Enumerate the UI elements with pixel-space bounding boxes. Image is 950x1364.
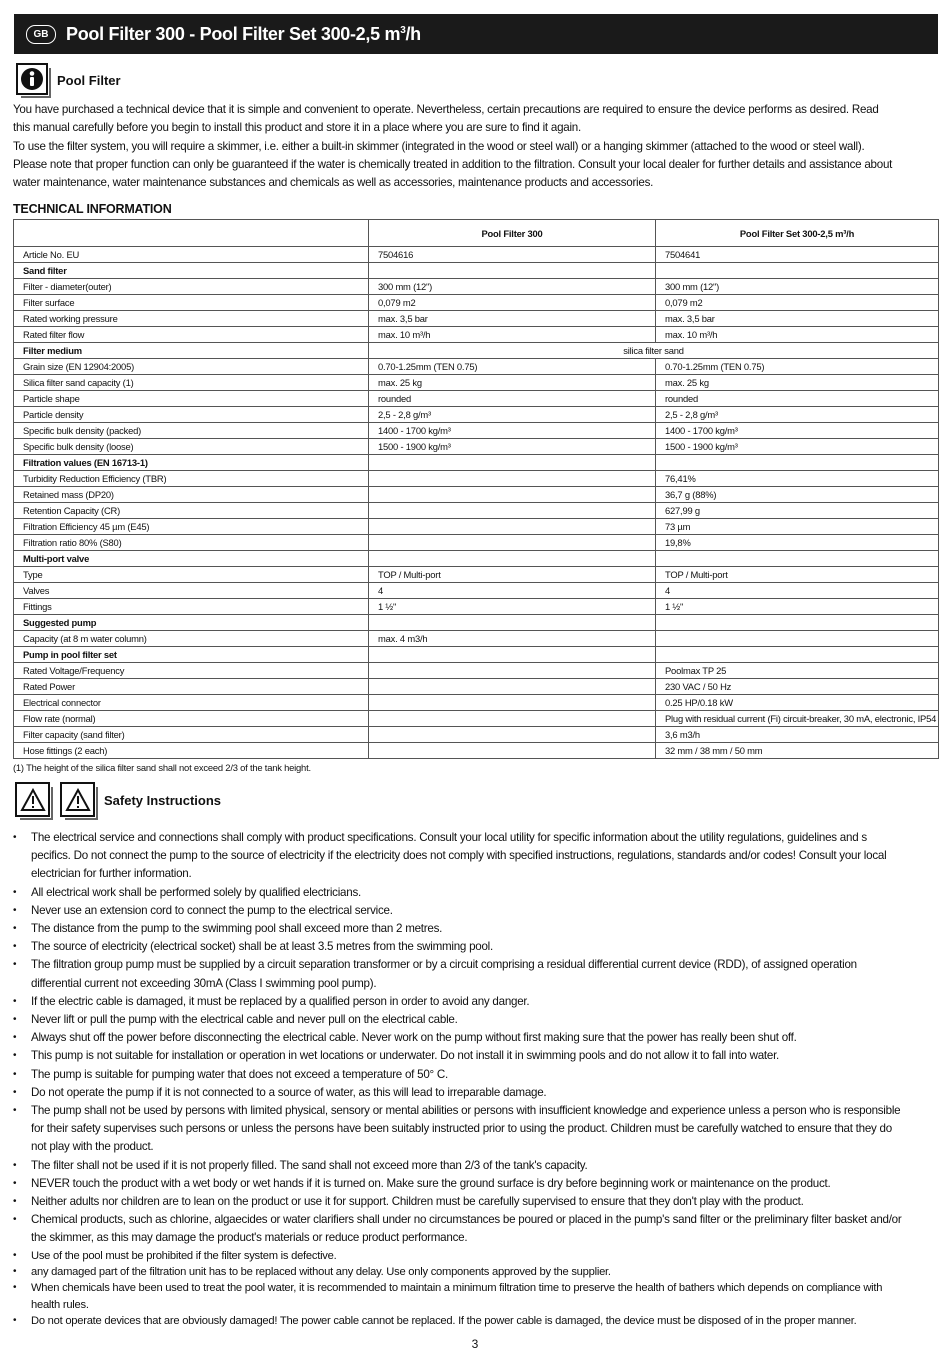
pool-filter-300-value [369,727,656,743]
pool-filter-300-value: 0,079 m2 [369,295,656,311]
row-label: Specific bulk density (loose) [14,439,369,455]
warning-triangle-icon [15,782,50,817]
pool-filter-300-value: max. 4 m3/h [369,631,656,647]
pool-filter-300-value [369,663,656,679]
table-row [14,279,939,295]
table-row [14,695,939,711]
pool-filter-300-value: 2,5 - 2,8 g/m³ [369,407,656,423]
column-header: Pool Filter 300 [369,220,656,247]
pool-filter-300-value [369,679,656,695]
table-row [14,247,939,263]
pool-filter-300-value [369,551,656,567]
pool-filter-300-value [369,487,656,503]
table-row [14,711,939,727]
pool-filter-set-value: Plug with residual current (Fi) circuit-breaker, 30 mA, electronic, IP54 [656,711,939,727]
pool-filter-set-value: 0,079 m2 [656,295,939,311]
table-row [14,375,939,391]
table-row [14,343,939,359]
pool-filter-set-value: 0.25 HP/0.18 kW [656,695,939,711]
safety-item: • The pump is suitable for pumping water that does not exceed a temperature of 50° C. [13,1066,903,1084]
table-row [14,535,939,551]
pool-filter-300-value: 1 ½" [369,599,656,615]
table-row [14,487,939,503]
table-row [14,647,939,663]
table-row [14,631,939,647]
table-row [14,407,939,423]
row-label: Valves [14,583,369,599]
safety-item: • Never lift or pull the pump with the electrical cable and never pull on the electrical cable. [13,1011,903,1029]
pool-filter-set-value [656,631,939,647]
pool-filter-set-value: 32 mm / 38 mm / 50 mm [656,743,939,759]
row-label: Silica filter sand capacity (1) [14,375,369,391]
table-row [14,679,939,695]
pool-filter-set-value: 73 µm [656,519,939,535]
safety-item: • The electrical service and connections shall comply with product specifications. Consult your local utility for specific information about the utility regulations, guidelines and s pecifics. Do not connect the pump to the source of electricity if the electricity does not comply with specified instructions, regulations, standards and/or codes! Consult your local electrician for further information. [13,829,903,884]
pool-filter-set-value: 2,5 - 2,8 g/m³ [656,407,939,423]
row-label: Grain size (EN 12904:2005) [14,359,369,375]
column-header [14,220,369,247]
pool-filter-300-value: 4 [369,583,656,599]
title-main: Pool Filter 300 - Pool Filter Set 300-2,5 m [66,23,401,44]
pool-filter-set-value [656,263,939,279]
row-label: Filter capacity (sand filter) [14,727,369,743]
pool-filter-300-value [369,743,656,759]
intro-paragraph: To use the filter system, you will require a skimmer, i.e. either a built-in skimmer (integrated in the wood or steel wall) or a hanging skimmer (attached to the wood or steel wall). Please note that proper function can only be guaranteed if the water is chemically treated in addition to the filtration. Consult your local dealer for further details and assistance about water maintenance, water maintenance substances and chemicals as well as accessories, maintenance products and accessories. [13,139,893,190]
pool-filter-set-value [656,551,939,567]
pool-filter-set-value: 36,7 g (88%) [656,487,939,503]
table-row [14,471,939,487]
row-label: Electrical connector [14,695,369,711]
table-row [14,311,939,327]
row-label: Filtration Efficiency 45 µm (E45) [14,519,369,535]
pool-filter-set-value: 19,8% [656,535,939,551]
pool-filter-300-value [369,263,656,279]
row-label: Turbidity Reduction Efficiency (TBR) [14,471,369,487]
table-row [14,567,939,583]
pool-filter-set-value: max. 10 m³/h [656,327,939,343]
pool-filter-set-value: 300 mm (12") [656,279,939,295]
intro-paragraph: You have purchased a technical device that it is simple and convenient to operate. Nevertheless, certain precautions are required to ensure the device performs as desired. Read this manual carefully before you begin to install this product and store it in a place where you are sure to find it again. [13,103,879,135]
row-label: Rated filter flow [14,327,369,343]
table-row [14,359,939,375]
pool-filter-set-value [656,647,939,663]
table-row [14,391,939,407]
table-footnote: (1) The height of the silica filter sand shall not exceed 2/3 of the tank height. [13,762,311,773]
header-bar [14,14,938,54]
safety-item: • Always shut off the power before disconnecting the electrical cable. Never work on the pump without first making sure that the power has really been shut off. [13,1029,903,1047]
safety-item: • The filtration group pump must be supplied by a circuit separation transformer or by a circuit comprising a residual differential current device (RDD), of assigned operation differential current not exceeding 30mA (Class I swimming pool pump). [13,956,903,992]
title-superscript: 3 [400,24,406,36]
row-label: Capacity (at 8 m water column) [14,631,369,647]
intro-text [13,101,893,192]
pool-filter-300-value: max. 3,5 bar [369,311,656,327]
safety-item: • Chemical products, such as chlorine, algaecides or water clarifiers shall under no circumstances be poured or placed in the pump's sand filter or the preliminary filter basket and/or the skimmer, as this may damage the product's materials or reduce product performance. [13,1211,903,1247]
pool-filter-set-value: Poolmax TP 25 [656,663,939,679]
row-label: Type [14,567,369,583]
safety-item: • NEVER touch the product with a wet body or wet hands if it is turned on. Make sure the ground surface is dry before beginning work or maintenance on the product. [13,1175,903,1193]
table-row [14,663,939,679]
row-label: Specific bulk density (packed) [14,423,369,439]
pool-filter-300-value: 1500 - 1900 kg/m³ [369,439,656,455]
pool-filter-set-value: 1500 - 1900 kg/m³ [656,439,939,455]
pool-filter-set-value: rounded [656,391,939,407]
pool-filter-300-value: TOP / Multi-port [369,567,656,583]
table-row [14,551,939,567]
row-label: Particle shape [14,391,369,407]
pool-filter-set-value: 3,6 m3/h [656,727,939,743]
pool-filter-300-value [369,535,656,551]
pool-filter-300-value [369,503,656,519]
safety-item: • any damaged part of the filtration unit has to be replaced without any delay. Use only components approved by the supplier. [13,1264,903,1280]
row-label: Retention Capacity (CR) [14,503,369,519]
pool-filter-300-value [369,455,656,471]
table-row [14,295,939,311]
pool-filter-set-value: max. 25 kg [656,375,939,391]
pool-filter-heading: Pool Filter [57,73,121,88]
pool-filter-set-value: 7504641 [656,247,939,263]
safety-item: • Do not operate devices that are obviously damaged! The power cable cannot be replaced. If the power cable is damaged, the device must be disposed of in the proper manner. [13,1313,903,1329]
table-row [14,327,939,343]
pool-filter-set-value: 230 VAC / 50 Hz [656,679,939,695]
pool-filter-set-value [656,615,939,631]
pool-filter-set-value: 1400 - 1700 kg/m³ [656,423,939,439]
row-value-span: silica filter sand [369,343,939,359]
pool-filter-300-value: 0.70-1.25mm (TEN 0.75) [369,359,656,375]
pool-filter-300-value [369,695,656,711]
row-label: Filter surface [14,295,369,311]
safety-item: • Never use an extension cord to connect the pump to the electrical service. [13,902,903,920]
pool-filter-300-value: 7504616 [369,247,656,263]
row-label: Retained mass (DP20) [14,487,369,503]
table-row [14,263,939,279]
title-suffix: /h [405,23,421,44]
safety-item: • This pump is not suitable for installation or operation in wet locations or underwater. Do not install it in swimming pools and do not allow it to fall into water. [13,1047,903,1065]
row-label: Filtration ratio 80% (S80) [14,535,369,551]
row-label: Rated Voltage/Frequency [14,663,369,679]
table-row [14,615,939,631]
row-label: Flow rate (normal) [14,711,369,727]
table-header-row [14,220,939,247]
technical-info-title: TECHNICAL INFORMATION [13,202,172,216]
pool-filter-set-value: max. 3,5 bar [656,311,939,327]
pool-filter-300-value [369,647,656,663]
pool-filter-set-value: 76,41% [656,471,939,487]
safety-item: • Neither adults nor children are to lean on the product or use it for support. Children must be carefully supervised to ensure that they don't play with the product. [13,1193,903,1211]
column-header: Pool Filter Set 300-2,5 m³/h [656,220,939,247]
table-row [14,455,939,471]
table-row [14,583,939,599]
row-label: Multi-port valve [14,551,369,567]
table-row [14,727,939,743]
safety-item: • The distance from the pump to the swimming pool shall exceed more than 2 metres. [13,920,903,938]
pool-filter-300-value [369,615,656,631]
table-row [14,743,939,759]
language-badge: GB [26,25,56,44]
table-row [14,503,939,519]
row-label: Hose fittings (2 each) [14,743,369,759]
safety-list [13,829,903,1329]
pool-filter-300-value [369,471,656,487]
safety-item: • Do not operate the pump if it is not connected to a source of water, as this will lead to irreparable damage. [13,1084,903,1102]
row-label: Rated Power [14,679,369,695]
page-number: 3 [471,1337,479,1351]
row-label: Fittings [14,599,369,615]
row-label: Filter - diameter(outer) [14,279,369,295]
warning-triangle-icon [60,782,95,817]
row-label: Particle density [14,407,369,423]
row-label: Filtration values (EN 16713-1) [14,455,369,471]
row-label: Suggested pump [14,615,369,631]
pool-filter-300-value [369,519,656,535]
row-label: Pump in pool filter set [14,647,369,663]
row-label: Filter medium [14,343,369,359]
pool-filter-300-value: max. 25 kg [369,375,656,391]
pool-filter-300-value: max. 10 m³/h [369,327,656,343]
safety-item: • All electrical work shall be performed solely by qualified electricians. [13,884,903,902]
row-label: Article No. EU [14,247,369,263]
table-row [14,439,939,455]
safety-item: • The source of electricity (electrical socket) shall be at least 3.5 metres from the swimming pool. [13,938,903,956]
pool-filter-set-value: 627,99 g [656,503,939,519]
info-person-icon [16,63,48,95]
row-label: Rated working pressure [14,311,369,327]
technical-table [13,219,939,759]
pool-filter-300-value: 1400 - 1700 kg/m³ [369,423,656,439]
safety-item: • If the electric cable is damaged, it must be replaced by a qualified person in order to avoid any danger. [13,993,903,1011]
safety-heading: Safety Instructions [104,793,222,808]
pool-filter-set-value: 1 ½" [656,599,939,615]
pool-filter-300-value: rounded [369,391,656,407]
safety-item: • The filter shall not be used if it is not properly filled. The sand shall not exceed more than 2/3 of the tank's capacity. [13,1157,903,1175]
pool-filter-set-value: 0.70-1.25mm (TEN 0.75) [656,359,939,375]
safety-item: • Use of the pool must be prohibited if the filter system is defective. [13,1248,903,1264]
page-title [66,24,421,45]
table-row [14,519,939,535]
pool-filter-set-value: TOP / Multi-port [656,567,939,583]
pool-filter-300-value: 300 mm (12") [369,279,656,295]
pool-filter-set-value [656,455,939,471]
row-label: Sand filter [14,263,369,279]
pool-filter-300-value [369,711,656,727]
table-row [14,423,939,439]
pool-filter-set-value: 4 [656,583,939,599]
safety-item: • When chemicals have been used to treat the pool water, it is recommended to maintain a minimum filtration time to preserve the health of bathers which depends on compliance with health rules. [13,1280,903,1313]
table-row [14,599,939,615]
safety-item: • The pump shall not be used by persons with limited physical, sensory or mental abilities or persons with insufficient knowledge and experience unless a person who is responsible for their safety supervises such persons or unless the persons have been suitably instructed prior to using the product. Children must be carefully watched to ensure that they do not play with the product. [13,1102,903,1157]
